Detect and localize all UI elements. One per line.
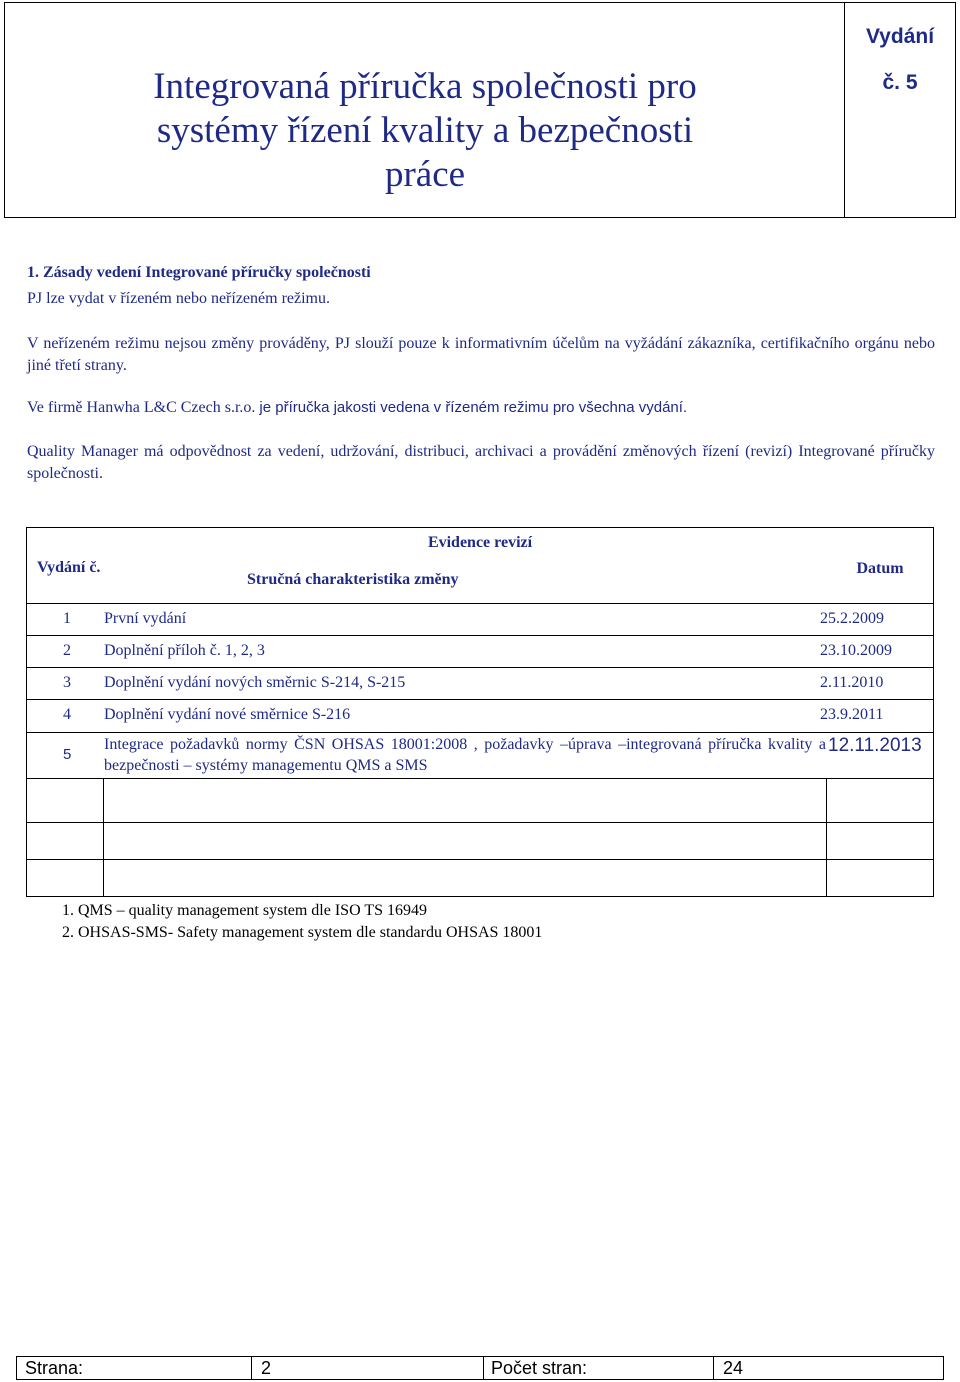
document-title	[5, 65, 845, 197]
row-date: 23.9.2011	[820, 706, 884, 723]
row-divider	[27, 699, 933, 700]
row-divider	[27, 859, 933, 860]
pages-count: 24	[723, 1358, 744, 1378]
footer-divider	[713, 1357, 714, 1379]
row-number: 3	[63, 674, 71, 691]
row-description: První vydání	[104, 610, 187, 627]
title-line: práce	[384, 154, 466, 195]
revisions-table	[26, 527, 934, 897]
col-header-date: Datum	[856, 560, 904, 577]
row-divider	[27, 635, 933, 636]
row-description: Doplnění vydání nové směrnice S-216	[104, 706, 351, 723]
row-description: Doplnění příloh č. 1, 2, 3	[104, 642, 265, 659]
row-number: 5	[63, 746, 72, 763]
column-divider	[103, 778, 104, 896]
table-title: Evidence revizí	[427, 534, 533, 551]
row-date: 2.11.2010	[820, 674, 884, 691]
title-line: systémy řízení kvality a bezpečnosti	[156, 110, 694, 151]
header-title-cell	[5, 3, 845, 217]
paragraph-1: PJ lze vydat v řízeném nebo neřízeném režimu.	[27, 290, 330, 307]
row-divider	[27, 822, 933, 823]
row-number: 4	[63, 706, 71, 723]
row-description: Integrace požadavků normy ČSN OHSAS 18001:2008 , požadavky –úprava –integrovaná příručka kvality a bezpečnosti – systémy managementu QMS a SMS	[104, 736, 826, 774]
row-date: 25.2.2009	[820, 610, 884, 627]
paragraph-4: Quality Manager má odpovědnost za vedení, udržování, distribuci, archivaci a provádění změnových řízení (revizí) Integrované příručky společnosti.	[27, 443, 935, 482]
notes-list	[62, 900, 542, 944]
paragraph-3-company: Ve firmě Hanwha L&C Czech s.r.o.	[27, 399, 260, 416]
paragraph-3-rest: je příručka jakosti vedena v řízeném režimu pro všechna vydání.	[259, 399, 688, 416]
pages-label: Počet stran:	[491, 1358, 588, 1378]
footer-divider	[251, 1357, 252, 1379]
edition-number: č. 5	[882, 71, 918, 94]
col-header-edition: Vydání č.	[37, 559, 101, 576]
row-number: 2	[63, 642, 71, 659]
paragraph-3	[27, 397, 935, 419]
row-divider	[27, 667, 933, 668]
row-divider	[27, 603, 933, 604]
note-item: 1. QMS – quality management system dle ISO TS 16949	[62, 902, 428, 919]
col-header-change: Stručná charakteristika změny	[247, 571, 459, 588]
paragraph-2: V neřízeném režimu nejsou změny prováděny, PJ slouží pouze k informativním účelům na vyžádání zákazníka, certifikačního orgánu nebo jiné třetí strany.	[27, 335, 935, 374]
section-heading: 1. Zásady vedení Integrované příručky společnosti	[27, 264, 371, 281]
footer-divider	[483, 1357, 484, 1379]
row-date: 23.10.2009	[820, 642, 892, 659]
page-footer	[16, 1356, 944, 1380]
row-description: Doplnění vydání nových směrnic S-214, S-215	[104, 674, 406, 691]
column-divider	[826, 778, 827, 896]
row-number: 1	[63, 610, 71, 627]
page-label: Strana:	[25, 1358, 84, 1378]
document-header	[4, 2, 956, 218]
row-divider	[27, 778, 933, 779]
page-number: 2	[261, 1358, 272, 1378]
row-date: 12.11.2013	[828, 735, 922, 756]
note-item: 2. OHSAS-SMS- Safety management system dle standardu OHSAS 18001	[62, 924, 543, 941]
title-line: Integrovaná příručka společnosti pro	[153, 66, 697, 107]
row-divider	[27, 732, 933, 733]
edition-label: Vydání	[865, 25, 935, 48]
